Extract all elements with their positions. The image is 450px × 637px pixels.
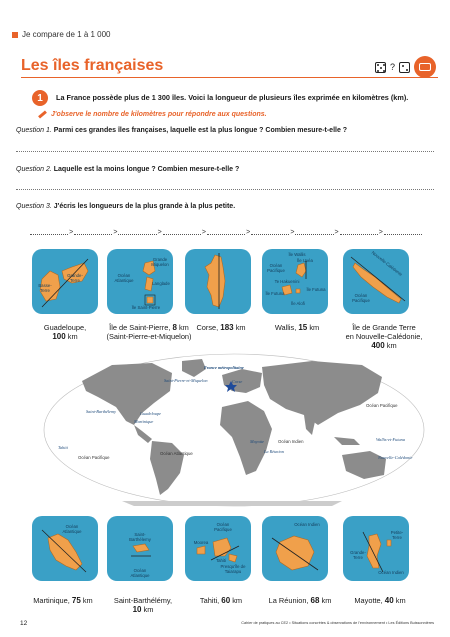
label-saint-barthelemy: Saint-Barthélemy — [129, 532, 151, 542]
label-ocean-pacifique-tahiti: Océan Pacifique — [214, 522, 232, 532]
pencil-icon — [38, 110, 47, 118]
map-la-reunion — [262, 516, 328, 581]
label-moorea: Moorea — [193, 540, 209, 545]
caption-grande-terre — [334, 323, 434, 350]
map-label-mayotte: Mayotte — [250, 439, 265, 444]
caption-mayotte-length: 40 — [384, 596, 394, 605]
arrow-right-icon: > — [334, 229, 339, 236]
label-ile-futuna-2: Île Futuna — [306, 287, 326, 292]
map-label-guadeloupe: Guadeloupe — [140, 411, 162, 416]
label-basse-terre: Basse-Terre — [38, 283, 52, 293]
label-ocean-pacifique: Océan Pacifique — [267, 263, 285, 273]
caption-corse — [186, 323, 256, 332]
label-ile-saint-pierre: Île Saint-Pierre — [131, 305, 161, 310]
caption-unit: km — [395, 596, 406, 605]
caption-la-reunion-length: 68 — [310, 596, 320, 605]
ordering-answer-line[interactable] — [30, 229, 422, 237]
label-ocean-atlantique: Océan Atlantique — [114, 273, 134, 283]
caption-grande-terre-extra: en Nouvelle-Calédonie, — [345, 332, 423, 341]
label-ile-wallis: Île Wallis — [288, 252, 306, 257]
caption-mayotte-name: Mayotte, — [354, 596, 385, 605]
map-label-france: France métropolitaine — [204, 365, 244, 370]
title-icons — [375, 56, 436, 78]
caption-unit: km — [178, 323, 189, 332]
caption-unit: km — [67, 332, 78, 341]
chapter-tag — [12, 30, 111, 39]
question-3-text: J'écris les longueurs de la plus grande à la plus petite. — [51, 203, 236, 210]
label-presquile: Presqu'île de Taiarapu — [220, 564, 246, 574]
label-ile-alofi: Île Alofi — [291, 301, 305, 306]
label-ile-futuna: Île Futuna — [265, 291, 285, 296]
map-label-ocean-indien: Océan Indien — [278, 439, 304, 444]
caption-unit: km — [232, 596, 243, 605]
map-mayotte — [343, 516, 409, 581]
arrow-right-icon: > — [246, 229, 251, 236]
map-nouvelle-caledonie — [343, 249, 409, 314]
caption-mayotte — [342, 596, 418, 605]
map-label-wallis-futuna: Wallis-et-Futuna — [376, 437, 405, 442]
label-ocean-atlantique-martinique: Océan Atlantique — [62, 524, 82, 534]
caption-martinique-name: Martinique, — [33, 596, 72, 605]
label-grande-terre: Grande-Terre — [67, 273, 83, 283]
caption-guadeloupe-name: Guadeloupe, — [43, 323, 87, 332]
caption-martinique-length: 75 — [71, 596, 81, 605]
map-guadeloupe — [32, 249, 98, 314]
arrow-right-icon: > — [157, 229, 162, 236]
map-martinique — [32, 516, 98, 581]
caption-unit: km — [82, 596, 93, 605]
chapter-tag-label: Je compare de 1 à 1 000 — [22, 30, 111, 39]
dice-icon — [399, 62, 410, 73]
label-ocean-atlantique-sb: Océan Atlantique — [130, 568, 150, 578]
question-1-text: Parmi ces grandes îles françaises, laquelle est la plus longue ? Combien mesure-t-elle ? — [51, 127, 348, 134]
answer-line-2[interactable] — [16, 189, 434, 190]
arrow-right-icon: > — [290, 229, 295, 236]
caption-unit: km — [309, 323, 320, 332]
caption-saint-barthelemy-length: 10 — [132, 605, 142, 614]
caption-corse-length: 183 — [220, 323, 234, 332]
question-mark: ? — [389, 62, 395, 72]
caption-saint-barthelemy — [102, 596, 184, 614]
label-ocean-indien-reunion: Océan Indien — [294, 522, 320, 527]
map-tahiti — [185, 516, 251, 581]
label-grande-miquelon: Grande Miquelon — [151, 257, 169, 267]
caption-tahiti-length: 60 — [221, 596, 231, 605]
label-ile-uvea: Île Uvéa — [297, 258, 313, 263]
caption-tahiti — [186, 596, 256, 605]
answer-line-1[interactable] — [16, 151, 434, 152]
caption-saint-pierre — [99, 323, 199, 341]
label-tahiti: Tahiti — [215, 558, 227, 563]
label-te-hakuenini: Te Hakuenini — [274, 279, 300, 284]
label-ocean-indien-mayotte: Océan Indien — [378, 570, 404, 575]
caption-unit: km — [386, 341, 397, 350]
exercise-tip — [38, 111, 267, 118]
caption-unit: km — [143, 605, 154, 614]
arrow-right-icon: > — [378, 229, 383, 236]
caption-guadeloupe-length: 100 — [52, 332, 66, 341]
caption-grande-terre-name: Île de Grande Terre — [352, 323, 416, 332]
caption-corse-name: Corse, — [196, 323, 221, 332]
map-label-martinique: Martinique — [134, 419, 154, 424]
caption-guadeloupe — [20, 323, 110, 341]
caption-la-reunion-name: La Réunion, — [268, 596, 311, 605]
map-corse — [185, 249, 251, 314]
exercise-number: 1 — [32, 90, 48, 106]
map-label-spm: Saint-Pierre-et-Miquelon — [164, 378, 208, 383]
map-saint-barthelemy — [107, 516, 173, 581]
label-nouvelle-caledonie: Nouvelle-Calédonie — [370, 249, 404, 278]
label-grande-terre-mayotte: Grande-Terre — [350, 550, 366, 560]
map-label-nouvelle-caledonie: Nouvelle-Calédonie — [378, 455, 413, 460]
arrow-right-icon: > — [113, 229, 118, 236]
map-label-tahiti: Tahiti — [58, 445, 68, 450]
arrow-right-icon: > — [69, 229, 74, 236]
question-1 — [16, 127, 347, 134]
page-number: 12 — [20, 620, 28, 627]
map-label-ocean-pacifique-west: Océan Pacifique — [78, 455, 110, 460]
map-label-ocean-atlantique: Océan Atlantique — [160, 451, 193, 456]
exercise-intro: La France possède plus de 1 300 îles. Voici la longueur de plusieurs îles exprimée en kilomètres (km). — [56, 93, 409, 102]
caption-unit: km — [321, 596, 332, 605]
caption-wallis-length: 15 — [298, 323, 308, 332]
dice-icon — [375, 62, 386, 73]
question-2 — [16, 166, 239, 173]
world-map — [42, 351, 426, 509]
map-label-saint-barthelemy: Saint-Barthélemy — [86, 409, 117, 414]
label-ocean-pacifique-nc: Océan Pacifique — [352, 293, 370, 303]
caption-wallis — [262, 323, 332, 332]
page-title: Les îles françaises — [21, 57, 164, 74]
question-2-label: Question 2. — [16, 166, 52, 173]
caption-la-reunion — [262, 596, 338, 605]
exercise-tip-text: J'observe le nombre de kilomètres pour répondre aux questions. — [51, 111, 267, 118]
map-wallis — [262, 249, 328, 314]
question-1-label: Question 1. — [16, 127, 52, 134]
caption-grande-terre-length: 400 — [371, 341, 385, 350]
map-label-ocean-pacifique-east: Océan Pacifique — [366, 403, 398, 408]
caption-saint-pierre-name: Île de Saint-Pierre, — [109, 323, 173, 332]
orange-square-icon — [12, 32, 18, 38]
activity-icon — [414, 56, 436, 78]
arrow-right-icon: > — [201, 229, 206, 236]
question-3-label: Question 3. — [16, 203, 52, 210]
caption-saint-barthelemy-name: Saint-Barthélémy, — [113, 596, 173, 605]
caption-unit: km — [235, 323, 246, 332]
label-langlade: Langlade — [152, 281, 170, 286]
map-label-la-reunion: La Réunion — [264, 449, 284, 454]
footer-credit: Cahier de pratiques au CE2 • Situations concrètes & observations de l'environnement • Les Éditions Buissonnières — [241, 621, 434, 625]
caption-wallis-name: Wallis, — [274, 323, 299, 332]
map-label-corse: Corse — [232, 379, 243, 384]
label-petite-terre: Petite-Terre — [390, 530, 404, 540]
caption-martinique — [16, 596, 110, 605]
question-2-text: Laquelle est la moins longue ? Combien mesure-t-elle ? — [51, 166, 240, 173]
caption-saint-pierre-length: 8 — [172, 323, 177, 332]
caption-saint-pierre-extra: (Saint-Pierre-et-Miquelon) — [106, 332, 192, 341]
question-3 — [16, 203, 235, 210]
caption-tahiti-name: Tahiti, — [199, 596, 222, 605]
map-saint-pierre — [107, 249, 173, 314]
